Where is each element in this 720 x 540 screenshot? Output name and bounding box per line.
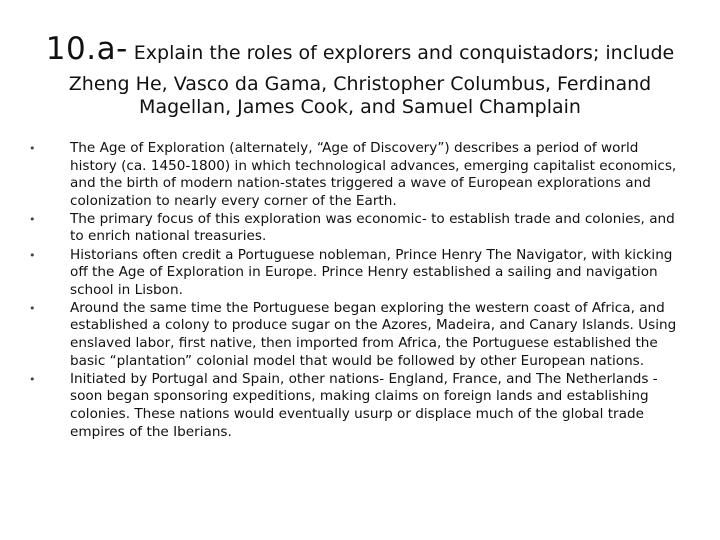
bullet-icon: • bbox=[29, 301, 36, 315]
bullet-icon: • bbox=[29, 372, 36, 386]
bullet-icon: • bbox=[29, 212, 36, 226]
bullet-item bbox=[26, 211, 681, 246]
bullet-text: The Age of Exploration (alternately, “Age of Discovery”) describes a period of world history (ca. 1450-1800) in which technological advances, emerging capitalist economics, and the birth of modern nation-states triggered a wave of European explorations and colonization to nearly every corner of the Earth. bbox=[70, 140, 677, 209]
bullet-item bbox=[26, 247, 681, 300]
bullet-text: Initiated by Portugal and Spain, other nations- England, France, and The Netherlands - soon began sponsoring expeditions, making claims on foreign lands and establishing colonies. These nations would eventually usurp or displace much of the global trade empires of the Iberians. bbox=[70, 370, 658, 440]
title-line-2: Zheng He, Vasco da Gama, Christopher Columbus, Ferdinand Magellan, James Cook, and Samuel Champlain bbox=[68, 72, 652, 118]
bullet-item bbox=[26, 140, 681, 210]
bullet-text: Historians often credit a Portuguese nobleman, Prince Henry The Navigator, with kicking off the Age of Exploration in Europe. Prince Henry established a sailing and navigation school in Lisbon. bbox=[70, 246, 673, 298]
title-number: 10.a- bbox=[45, 31, 128, 67]
slide-title bbox=[30, 30, 690, 118]
title-text: Explain the roles of explorers and conquistadors; include bbox=[127, 42, 675, 64]
bullet-item bbox=[26, 371, 681, 441]
bullet-text: The primary focus of this exploration was economic- to establish trade and colonies, and to enrich national treasuries. bbox=[70, 210, 675, 245]
bullet-icon: • bbox=[29, 142, 36, 155]
title-line-1 bbox=[30, 30, 690, 69]
bullet-text: Around the same time the Portuguese began exploring the western coast of Africa, and established a colony to produce sugar on the Azores, Madeira, and Canary Islands. Using enslaved labor, first native, then imported from Africa, the Portuguese established the basic “plantation” colonial model that would be followed by other European nations. bbox=[70, 299, 677, 369]
bullet-list bbox=[26, 140, 681, 442]
bullet-item bbox=[26, 300, 681, 370]
bullet-icon: • bbox=[29, 248, 36, 262]
